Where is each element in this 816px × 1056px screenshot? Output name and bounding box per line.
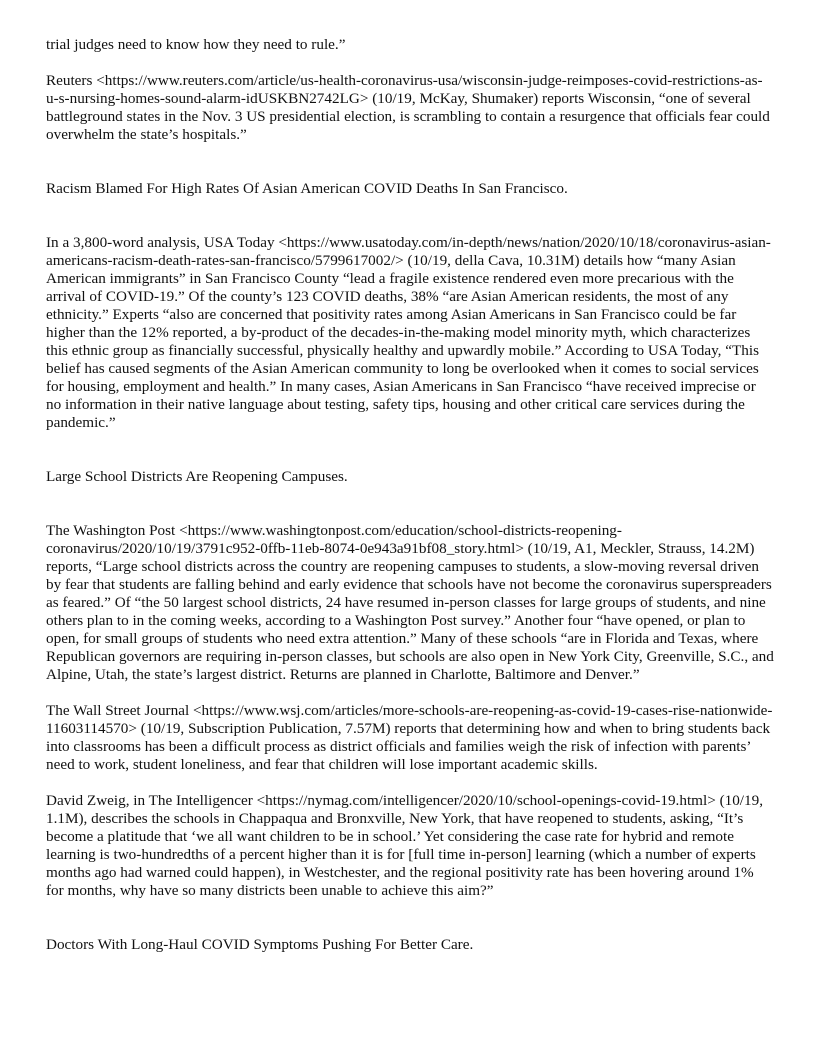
document-page — [46, 36, 774, 954]
paragraph-intelligencer: David Zweig, in The Intelligencer <https://nymag.com/intelligencer/2020/10/school-openings-covid-19.html> (10/19, 1.1M), describes the schools in Chappaqua and Bronxville, New York, that have reopened to students, asking, “It’s become a platitude that ‘we all want children to be in school.’ Yet considering the case rate for hybrid and remote learning is two-hundredths of a percent higher than it is for [full time in-person] learning (which a number of experts months ago had warned could happen), in Westchester, and the regional positivity rate has been hovering around 1% for months, why have so many districts been unable to achieve this aim?” — [46, 792, 764, 899]
headline-racism-asian-american-covid: Racism Blamed For High Rates Of Asian American COVID Deaths In San Francisco. — [46, 180, 568, 197]
paragraph-wall-street-journal: The Wall Street Journal <https://www.wsj.com/articles/more-schools-are-reopening-as-covid-19-cases-rise-nationwide-11603114570> (10/19, Subscription Publication, 7.57M) reports that determining how and when to bring students back into classrooms has been a difficult process as district officials and families weigh the risk of infection with parents’ need to work, student loneliness, and fear that children will lose important academic skills. — [46, 702, 773, 773]
headline-long-haul-covid-doctors: Doctors With Long-Haul COVID Symptoms Pushing For Better Care. — [46, 936, 474, 953]
headline-school-districts-reopening: Large School Districts Are Reopening Campuses. — [46, 468, 348, 485]
paragraph-usa-today-analysis: In a 3,800-word analysis, USA Today <https://www.usatoday.com/in-depth/news/nation/2020/10/18/coronavirus-asian-americans-racism-death-rates-san-francisco/5799617002/> (10/19, della Cava, 10.31M) details how “many Asian American immigrants” in San Francisco County “lead a fragile existence rendered even more precarious with the arrival of COVID-19.” Of the county’s 123 COVID deaths, 38% “are Asian American residents, the most of any ethnicity.” Experts “also are concerned that positivity rates among Asian Americans in San Francisco could be far higher than the 12% reported, a by-product of the decades-in-the-making model minority myth, which characterizes this ethnic group as financially successful, physically healthy and upwardly mobile.” According to USA Today, “This belief has caused segments of the Asian American community to long be overlooked when it comes to social services for housing, employment and health.” In many cases, Asian Americans in San Francisco “have received imprecise or no information in their native language about testing, safety tips, housing and other critical care services during the pandemic.” — [46, 234, 771, 431]
paragraph-reuters-wisconsin: Reuters <https://www.reuters.com/article/us-health-coronavirus-usa/wisconsin-judge-reimposes-covid-restrictions-as-u-s-nursing-homes-sound-alarm-idUSKBN2742LG> (10/19, McKay, Shumaker) reports Wisconsin, “one of several battleground states in the Nov. 3 US presidential election, is scrambling to contain a resurgence that officials fear could overwhelm the state’s hospitals.” — [46, 72, 770, 143]
paragraph-continuation: trial judges need to know how they need to rule.” — [46, 36, 346, 53]
paragraph-washington-post: The Washington Post <https://www.washingtonpost.com/education/school-districts-reopening-coronavirus/2020/10/19/3791c952-0ffb-11eb-8074-0e943a91bf08_story.html> (10/19, A1, Meckler, Strauss, 14.2M) reports, “Large school districts across the country are reopening campuses to students, a slow-moving reversal driven by fear that students are falling behind and early evidence that schools have not become the coronavirus superspreaders as feared.” Of “the 50 largest school districts, 24 have resumed in-person classes for large groups of students, and nine others plan to in the coming weeks, according to a Washington Post survey.” Another four “have opened, or plan to open, for small groups of students who need extra attention.” Many of these schools “are in Florida and Texas, where Republican governors are requiring in-person classes, but schools are also open in New York City, Greenville, S.C., and Alpine, Utah, the state’s largest district. Returns are planned in Charlotte, Baltimore and Denver.” — [46, 522, 774, 683]
